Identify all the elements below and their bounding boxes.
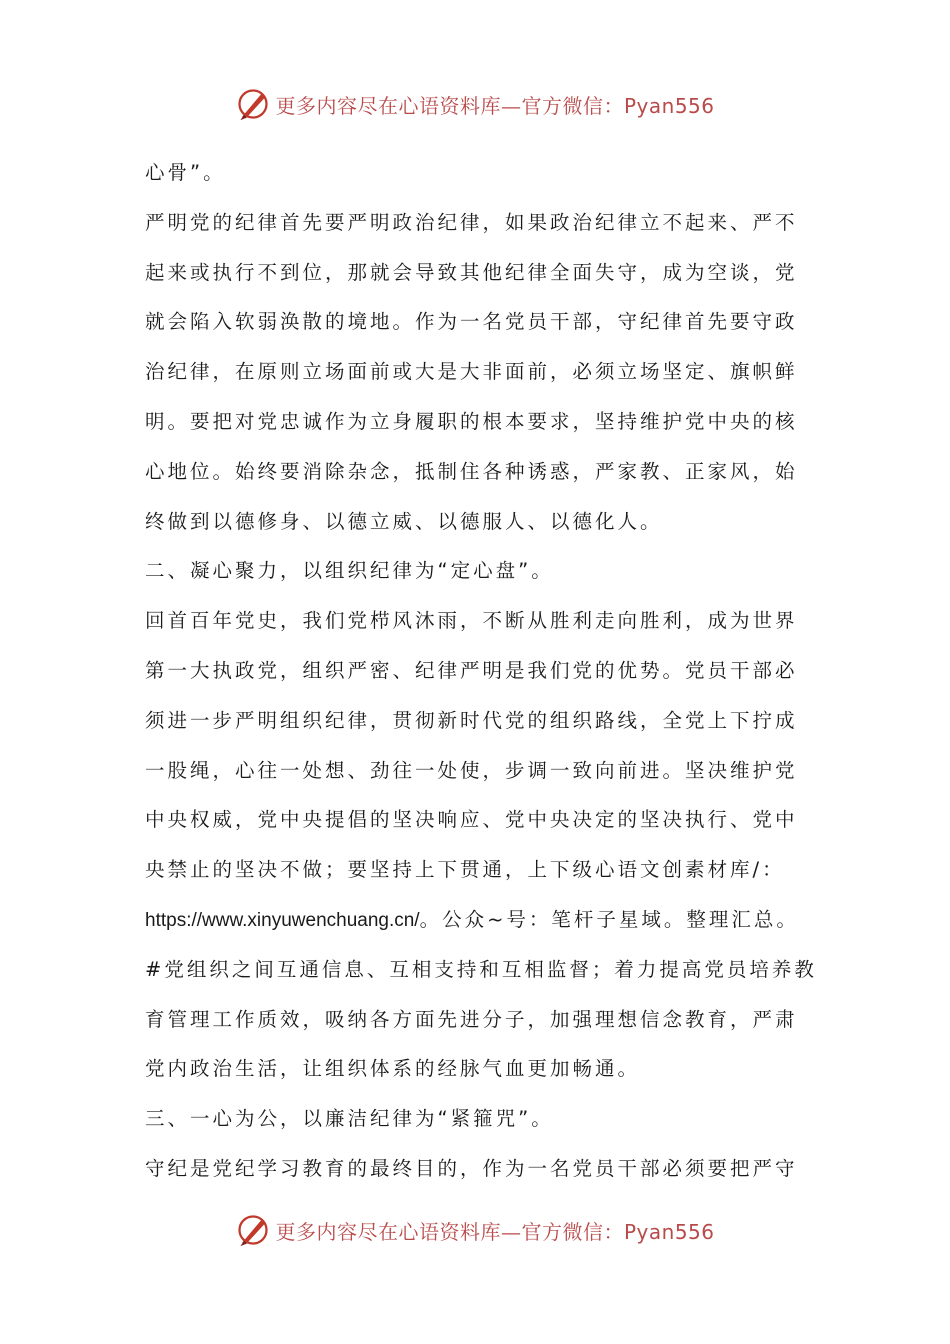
footer-wechat-account: Pyan556: [623, 1219, 715, 1244]
section-heading-2: 二、凝心聚力，以组织纪律为“定心盘”。: [145, 559, 554, 583]
text-line: 中央权威，党中央提倡的坚决响应、党中央决定的坚决执行、党中: [145, 808, 798, 832]
text-line: 就会陷入软弱涣散的境地。作为一名党员干部，守纪律首先要守政: [145, 310, 798, 334]
text-line: 育管理工作质效，吸纳各方面先进分子，加强理想信念教育，严肃: [145, 1007, 798, 1031]
text-line: 守纪是党纪学习教育的最终目的，作为一名党员干部必须要把严守: [145, 1156, 798, 1180]
text-line: 严明党的纪律首先要严明政治纪律，如果政治纪律立不起来、严不: [145, 210, 798, 234]
document-body: [145, 148, 825, 1194]
text-line: 心骨”。: [145, 161, 226, 184]
website-url: https://www.xinyuwenchuang.cn/: [145, 909, 420, 931]
url-line-rest: 。公众~号：笔杆子星域。整理汇总。: [419, 907, 799, 931]
pen-logo-icon: [235, 1212, 271, 1248]
url-line: [145, 895, 825, 945]
pen-logo-icon: [235, 86, 271, 122]
text-line: 起来或执行不到位，那就会导致其他纪律全面失守，成为空谈，党: [145, 260, 798, 284]
header-banner-text: 更多内容尽在心语资料库—官方微信：Pyan556: [275, 93, 715, 118]
text-line: 央禁止的坚决不做；要坚持上下贯通，上下级心语文创素材库/：: [145, 858, 785, 882]
text-line: 终做到以德修身、以德立威、以德服人、以德化人。: [145, 509, 663, 533]
section-heading-3: 三、一心为公，以廉洁纪律为“紧箍咒”。: [145, 1107, 554, 1131]
text-line: 明。要把对党忠诚作为立身履职的根本要求，坚持维护党中央的核: [145, 409, 798, 433]
text-line: 一股绳，心往一处想、劲往一处使，步调一致向前进。坚决维护党: [145, 758, 798, 782]
text-line: 第一大执政党，组织严密、纪律严明是我们党的优势。党员干部必: [145, 658, 798, 682]
text-line: 治纪律，在原则立场面前或大是大非面前，必须立场坚定、旗帜鲜: [145, 360, 798, 384]
text-line: 须进一步严明组织纪律，贯彻新时代党的组织路线，全党上下拧成: [145, 708, 798, 732]
header-watermark-banner: [0, 84, 950, 124]
header-wechat-account: Pyan556: [623, 93, 715, 118]
text-line: 党内政治生活，让组织体系的经脉气血更加畅通。: [145, 1057, 641, 1081]
footer-banner-text: 更多内容尽在心语资料库—官方微信：Pyan556: [275, 1219, 715, 1244]
footer-watermark-banner: [0, 1210, 950, 1250]
text-line: #党组织之间互通信息、互相支持和互相监督；着力提高党员培养教: [145, 957, 817, 981]
text-line: 心地位。始终要消除杂念，抵制住各种诱惑，严家教、正家风，始: [145, 459, 798, 483]
text-line: 回首百年党史，我们党栉风沐雨，不断从胜利走向胜利，成为世界: [145, 609, 798, 633]
